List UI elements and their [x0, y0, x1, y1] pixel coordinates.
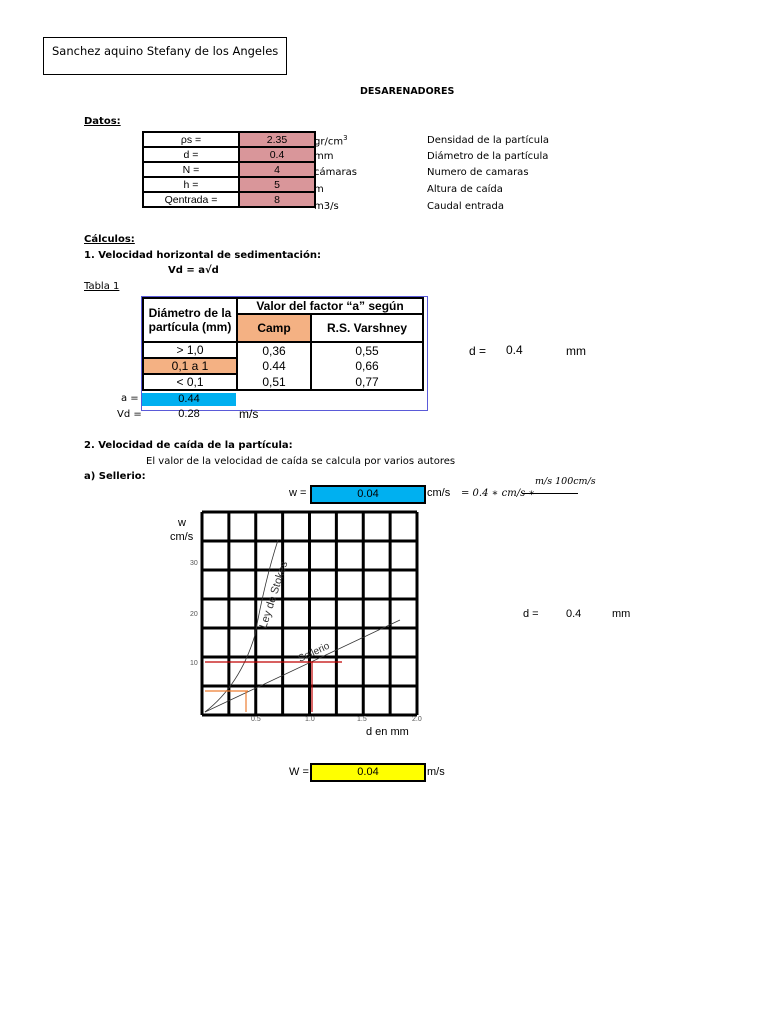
x-tick-label: 1.0 [305, 716, 315, 723]
table-row [143, 147, 315, 162]
sellerio-heading: a) Sellerio: [84, 471, 146, 482]
table-row [143, 132, 315, 147]
table-row [143, 358, 423, 374]
cell-camp: 0.44 [237, 358, 311, 374]
datos-desc: Densidad de la partícula [427, 135, 549, 146]
datos-desc: Numero de camaras [427, 167, 529, 178]
datos-unit: $gr/cm^3$ [314, 134, 348, 148]
d-note-label: d = [469, 344, 487, 358]
datos-label: h = [143, 177, 239, 192]
w-label: w = [289, 487, 307, 499]
datos-label: N = [143, 162, 239, 177]
d-note-unit: mm [612, 608, 631, 620]
sellerio-label: Sellerio [296, 640, 332, 665]
equation-numerator: m/s 100cm/s [535, 476, 596, 487]
table-row [143, 342, 423, 358]
a-value: 0.44 [142, 393, 236, 406]
datos-label: Qentrada = [143, 192, 239, 207]
datos-label: ρs = [143, 132, 239, 147]
d-note-label: d = [523, 608, 539, 620]
calculos-heading: Cálculos: [84, 234, 135, 245]
cell-varshney: 0,66 [311, 358, 423, 374]
chart-ylabel-unit: cm/s [170, 531, 194, 543]
tabla-label: Tabla 1 [84, 281, 120, 292]
chart-grid [202, 512, 417, 715]
d-note-value: 0.4 [506, 343, 523, 357]
vd-unit: m/s [239, 407, 259, 421]
cell-diametro: 0,1 a 1 [143, 358, 237, 374]
result-unit: m/s [427, 766, 445, 778]
table-row [143, 177, 315, 192]
cell-diametro: > 1,0 [143, 342, 237, 358]
datos-table [142, 131, 316, 208]
section1-heading: 1. Velocidad horizontal de sedimentación: [84, 250, 321, 261]
col-header-varshney: R.S. Varshney [311, 314, 423, 342]
x-tick-label: 1.5 [357, 716, 367, 723]
d-note-value: 0.4 [566, 608, 582, 620]
w-unit: cm/s [427, 487, 451, 499]
datos-unit: m [314, 184, 324, 195]
datos-unit: cámaras [314, 167, 357, 178]
section2-heading: 2. Velocidad de caída de la partícula: [84, 440, 293, 451]
cell-varshney: 0,77 [311, 374, 423, 390]
result-label: W = [289, 766, 309, 778]
datos-value: 8 [239, 192, 315, 207]
document-title: DESARENADORES [360, 86, 455, 97]
datos-heading: Datos: [84, 116, 121, 127]
y-tick-label: 30 [190, 560, 198, 567]
tabla1 [142, 297, 424, 391]
section2-intro: El valor de la velocidad de caída se calcula por varios autores [146, 456, 456, 467]
col-header-group: Valor del factor “a” según [237, 298, 423, 314]
equation-fraction-bar [522, 493, 578, 494]
author-name: Sanchez aquino Stefany de los Angeles [52, 44, 279, 58]
col-header-diametro: Diámetro de la partícula (mm) [143, 298, 237, 342]
col-header-camp: Camp [237, 314, 311, 342]
datos-desc: Caudal entrada [427, 201, 505, 212]
datos-label: d = [143, 147, 239, 162]
vd-value: 0.28 [178, 408, 200, 420]
result-value-box: 0.04 [310, 763, 426, 782]
table-row [143, 192, 315, 207]
d-note-unit: mm [566, 344, 586, 358]
datos-value: 4 [239, 162, 315, 177]
datos-desc: Diámetro de la partícula [427, 151, 549, 162]
equation-left: = 0.4 ∗ cm/s ∗ [461, 488, 536, 499]
chart-xlabel: d en mm [366, 726, 409, 738]
formula: Vd = a√d [168, 265, 219, 276]
cell-varshney: 0,55 [311, 342, 423, 358]
y-tick-label: 20 [190, 611, 198, 618]
cell-camp: 0,51 [237, 374, 311, 390]
sellerio-line [205, 620, 400, 712]
datos-unit: m3/s [314, 201, 339, 212]
cell-diametro: < 0,1 [143, 374, 237, 390]
x-tick-label: 2.0 [412, 716, 422, 723]
datos-value: 2.35 [239, 132, 315, 147]
datos-desc: Altura de caída [427, 184, 503, 195]
chart-ylabel: w [178, 517, 186, 529]
sellerio-chart [150, 505, 440, 745]
table-row [143, 162, 315, 177]
datos-value: 0.4 [239, 147, 315, 162]
datos-value: 5 [239, 177, 315, 192]
x-tick-label: 0.5 [251, 716, 261, 723]
datos-unit: mm [314, 151, 334, 162]
vd-label: Vd = [117, 409, 142, 420]
table-row [143, 374, 423, 390]
y-tick-label: 10 [190, 660, 198, 667]
stokes-label: Ley de Stokes [257, 559, 291, 630]
w-value-box: 0.04 [310, 485, 426, 504]
cell-camp: 0,36 [237, 342, 311, 358]
author-box [43, 37, 287, 75]
a-label: a = [121, 393, 139, 404]
